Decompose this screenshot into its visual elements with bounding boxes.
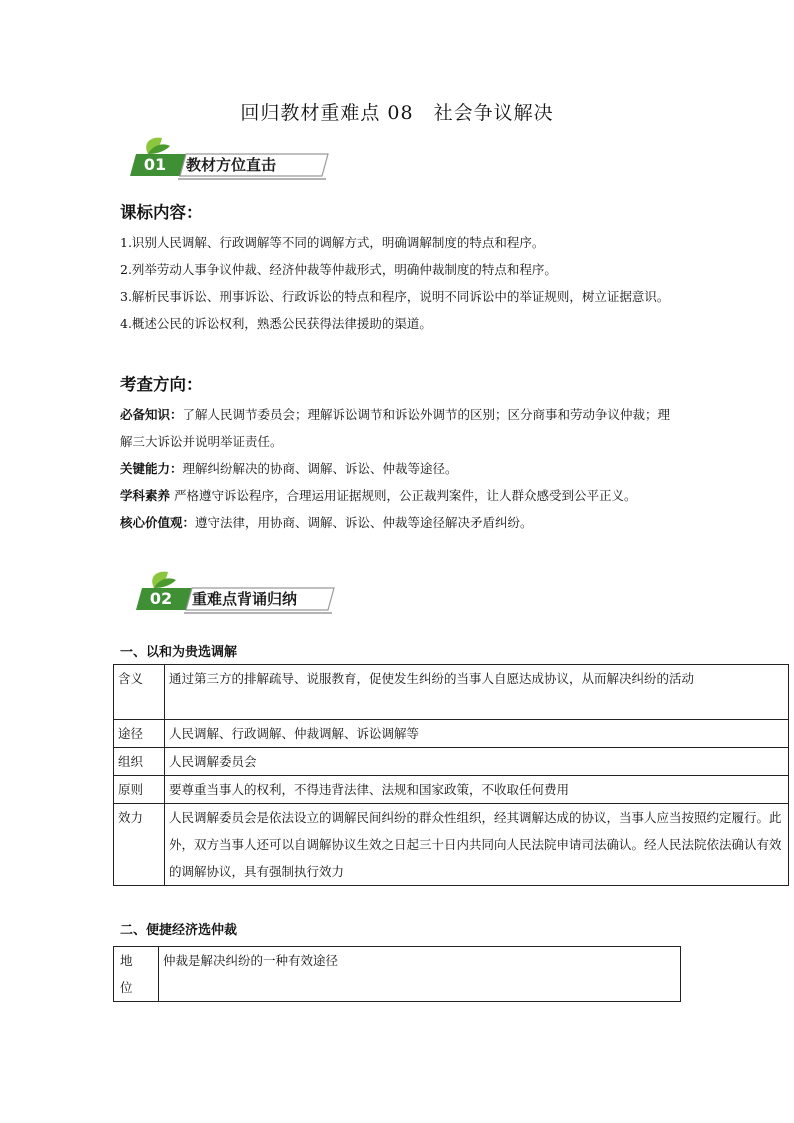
row-key: 组织 [114,748,165,776]
banner-label: 重难点背诵归纳 [192,590,298,608]
row-value: 人民调解委员会 [165,748,789,776]
direction-item [120,509,680,536]
table-row [114,776,789,804]
row-value: 要尊重当事人的权利，不得违背法律、法规和国家政策，不收取任何费用 [165,776,789,804]
table-row [114,947,681,1002]
table2-heading: 二、便捷经济选仲裁 [120,923,238,938]
banner-number: 02 [149,589,173,608]
direction-text: 理解纠纷解决的协商、调解、诉讼、仲裁等途径。 [182,461,458,476]
direction-item [120,482,680,509]
direction-label: 必备知识： [120,407,183,422]
table-row [114,665,789,720]
row-value: 人民调解委员会是依法设立的调解民间纠纷的群众性组织，经其调解达成的协议，当事人应当按照约定履行。此外，双方当事人还可以自调解协议生效之日起三十日内共同向人民法院申请司法确认。经人民法院依法确认有效的调解协议，具有强制执行效力 [165,804,789,886]
row-value: 人民调解、行政调解、仲裁调解、诉讼调解等 [165,720,789,748]
standards-heading: 课标内容： [120,203,203,222]
table-row [114,748,789,776]
row-key: 含义 [114,665,165,720]
table-row [114,720,789,748]
mediation-table [113,664,789,886]
row-value: 通过第三方的排解疏导、说服教育，促使发生纠纷的当事人自愿达成协议，从而解决纠纷的活动 [165,665,789,720]
table-row [114,804,789,886]
direction-text: 了解人民调节委员会；理解诉讼调节和诉讼外调节的区别；区分商事和劳动争议仲裁；理解三大诉讼并说明举证责任。 [120,407,671,449]
direction-label: 核心价值观： [120,515,196,530]
row-key: 地位 [114,947,159,1002]
direction-list [120,401,680,536]
arbitration-table [113,946,681,1002]
standards-list [120,229,680,337]
direction-label: 学科素养 [120,488,171,503]
standard-item: 1.识别人民调解、行政调解等不同的调解方式，明确调解制度的特点和程序。 [120,235,545,250]
standard-item: 2.列举劳动人事争议仲裁、经济仲裁等仲裁形式，明确仲裁制度的特点和程序。 [120,262,557,277]
banner-number: 01 [143,155,167,174]
table1-heading: 一、以和为贵选调解 [120,645,238,660]
direction-item [120,401,680,455]
direction-item [120,455,680,482]
direction-text: 遵守法律，用协商、调解、诉讼、仲裁等途径解决矛盾纠纷。 [195,515,533,530]
banner-label: 教材方位直击 [186,156,277,174]
section-banner-02 [128,570,348,610]
direction-heading: 考查方向： [120,375,203,394]
standard-item: 3.解析民事诉讼、刑事诉讼、行政诉讼的特点和程序，说明不同诉讼中的举证规则，树立证据意识。 [120,289,670,304]
document-title: 回归教材重难点 08 社会争议解决 [240,102,554,124]
row-value: 仲裁是解决纠纷的一种有效途径 [159,947,681,1002]
section-banner-01 [122,136,342,176]
direction-label: 关键能力： [120,461,183,476]
row-key: 途径 [114,720,165,748]
row-key: 原则 [114,776,165,804]
row-key: 效力 [114,804,165,886]
direction-text: 严格遵守诉讼程序，合理运用证据规则，公正裁判案件，让人群众感受到公平正义。 [174,488,637,503]
standard-item: 4.概述公民的诉讼权利，熟悉公民获得法律援助的渠道。 [120,316,432,331]
